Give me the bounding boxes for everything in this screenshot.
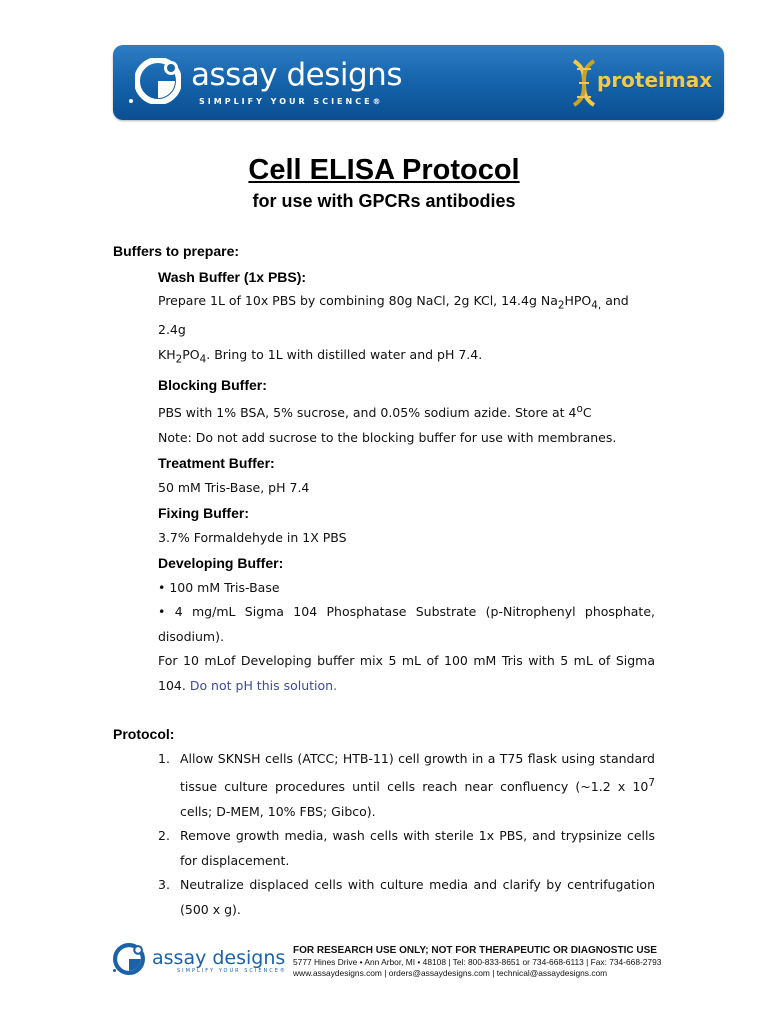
document-body <box>113 239 655 922</box>
fixing-buffer-text: 3.7% Formaldehyde in 1X PBS <box>158 529 347 545</box>
developing-mix-text <box>158 649 655 698</box>
developing-bullet-2: • 4 mg/mL Sigma 104 Phosphatase Substrate (p-Nitrophenyl phosphate, disodium). <box>158 604 655 644</box>
step-text: Allow SKNSH cells (ATCC; HTB-11) cell growth in a T75 flask using standard tissue culture procedures until cells reach near confluency (~1.2 x 10 <box>180 750 655 795</box>
developing-buffer-label: Developing Buffer: <box>158 555 284 572</box>
wash-text: PO <box>182 346 200 362</box>
wash-sub: 4 <box>199 353 207 365</box>
footer-dot <box>113 969 116 972</box>
treatment-buffer-label: Treatment Buffer: <box>158 455 275 472</box>
fixing-buffer-label: Fixing Buffer: <box>158 505 249 522</box>
blocking-text: PBS with 1% BSA, 5% sucrose, and 0.05% sodium azide. Store at 4 <box>158 405 577 421</box>
treatment-buffer-text: 50 mM Tris-Base, pH 7.4 <box>158 479 310 495</box>
wash-text: HPO <box>564 293 592 308</box>
blocking-text: C <box>582 405 592 421</box>
wash-text: Prepare 1L of 10x PBS by combining 80g NaCl, 2g KCl, 14.4g Na <box>158 293 558 308</box>
step-sup: 7 <box>648 777 655 790</box>
footer-tagline: SIMPLIFY YOUR SCIENCE® <box>177 968 287 974</box>
dna-helix-icon <box>569 59 599 107</box>
section-spacer <box>113 698 655 722</box>
wash-sub: 2 <box>557 299 565 312</box>
step-number: 3. <box>158 877 170 893</box>
protocol-heading: Protocol: <box>113 726 175 743</box>
buffers-section <box>113 265 655 699</box>
wash-sub: 4, <box>591 299 602 312</box>
blocking-buffer-text <box>158 397 655 426</box>
footer-disclaimer: FOR RESEARCH USE ONLY; NOT FOR THERAPEUTIC OR DIAGNOSTIC USE <box>293 945 657 956</box>
wash-text: . Bring to 1L with distilled water and pH 7.4. <box>206 346 483 362</box>
developing-warning: Do not pH this solution. <box>189 677 338 693</box>
footer-brand-name: assay designs <box>152 947 286 969</box>
step-number: 1. <box>158 750 170 766</box>
footer-logo-icon <box>113 943 145 975</box>
blocking-buffer-label: Blocking Buffer: <box>158 376 267 393</box>
list-item <box>158 824 655 873</box>
page-title: Cell ELISA Protocol <box>248 154 520 186</box>
step-text: cells; D-MEM, 10% FBS; Gibco). <box>180 803 376 819</box>
developing-mix: For 10 mLof Developing buffer mix 5 mL of 100 mM Tris with 5 mL of Sigma 104. <box>158 653 655 693</box>
page-subtitle: for use with GPCRs antibodies <box>252 191 516 211</box>
buffers-heading: Buffers to prepare: <box>113 243 240 259</box>
step-text: Remove growth media, wash cells with sterile 1x PBS, and trypsinize cells for displacement. <box>180 828 655 868</box>
step-number: 2. <box>158 828 170 844</box>
wash-buffer-label: Wash Buffer (1x PBS): <box>158 268 307 285</box>
banner-dot <box>129 99 133 103</box>
wash-buffer-text-line1 <box>158 289 655 343</box>
protocol-steps <box>113 747 655 923</box>
footer-address: 5777 Hines Drive • Ann Arbor, MI • 48108 | Tel: 800-833-8651 or 734-668-6113 | Fax: 734-668-2793 <box>293 957 662 967</box>
footer-contacts: www.assaydesigns.com | orders@assaydesigns.com | technical@assaydesigns.com <box>293 968 608 978</box>
wash-buffer-text-line2 <box>158 343 655 372</box>
banner-brand-name: assay designs <box>191 57 402 93</box>
header-banner <box>113 45 724 120</box>
partner-brand: proteimax <box>597 68 713 92</box>
assay-designs-logo-icon <box>135 58 181 104</box>
list-item <box>158 873 655 922</box>
banner-tagline: SIMPLIFY YOUR SCIENCE® <box>199 97 384 106</box>
wash-text: KH <box>158 346 176 362</box>
list-item <box>158 747 655 825</box>
blocking-buffer-note: Note: Do not add sucrose to the blocking buffer for use with membranes. <box>158 429 617 445</box>
wash-text: and 2.4g <box>158 293 629 337</box>
footer-info <box>293 945 723 979</box>
developing-bullet-1: • 100 mM Tris-Base <box>158 579 280 595</box>
wash-sub: 2 <box>175 353 183 365</box>
step-text: Neutralize displaced cells with culture media and clarify by centrifugation (500 x g). <box>180 877 655 917</box>
degree-sup: o <box>576 403 583 415</box>
